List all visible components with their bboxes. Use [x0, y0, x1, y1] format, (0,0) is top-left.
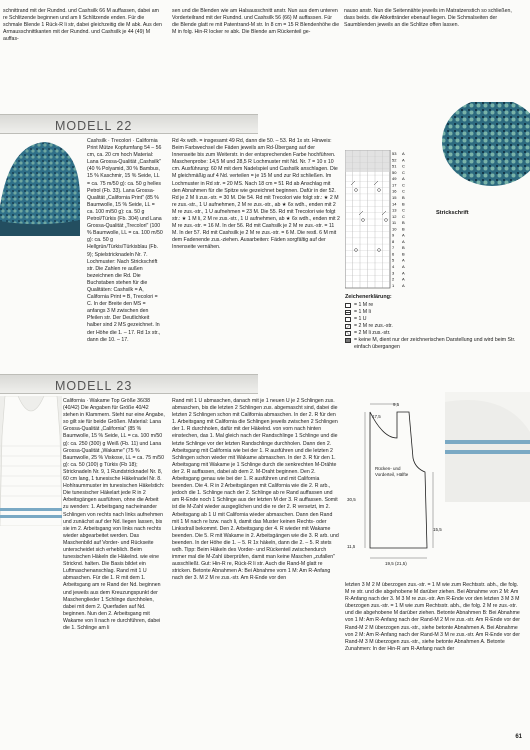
chart-row-letter: C	[402, 207, 405, 213]
chart-row-letter: C	[402, 169, 405, 175]
chart-row-number: 49	[392, 176, 397, 182]
legend-title: Zeichenerklärung:	[345, 294, 392, 300]
chart-row-number: 16	[392, 188, 397, 194]
chart-row-letter: A	[402, 263, 405, 269]
legend-text: = keine M, dient nur der zeichnerischen Darstellung und wird beim Str. einfach übergangen	[354, 337, 516, 350]
chart-row-number: 11	[392, 220, 397, 226]
top-column-2: sen und die Blenden wie am Halsausschnitt anstr. Nun aus dem unteren Vorderteilrand mit der Rundnd. und Cashsilk 56 (66) M auffassen. Für die Blende glatt re mit Patentrand-M str. In 8 cm = 15 R Blendenhöhe die M in folg. Hin-R locker re abk. Die Blende am Rückenteil ge-	[172, 8, 340, 36]
chart-row-number: 6	[392, 251, 395, 257]
chart-row-number: 52	[392, 157, 397, 163]
chart-row-letter: A	[402, 157, 405, 163]
chart-row-letter: B	[402, 220, 405, 226]
schnitt-label: 11,5	[347, 544, 356, 549]
chart-row-letter: B	[402, 194, 405, 200]
legend	[345, 294, 525, 351]
chart-row-number: 14	[392, 201, 397, 207]
schematic-diagram	[345, 398, 445, 578]
chart-row-number: 17	[392, 182, 397, 188]
p2tog-symbol-icon	[345, 331, 351, 336]
chart-row-letter: B	[402, 251, 405, 257]
chart-row-number: 2	[392, 276, 395, 282]
schnitt-label: 30,5	[347, 497, 356, 502]
chart-row-number: 53	[392, 151, 397, 157]
chart-row-letter: C	[402, 163, 405, 169]
legend-item-knit	[345, 302, 525, 309]
knit-symbol-icon	[345, 303, 351, 308]
modell-22-header	[0, 114, 258, 134]
legend-text: = 2 M li zus.-str.	[354, 330, 391, 336]
legend-item-purl	[345, 309, 525, 316]
chart-row-letter: C	[402, 213, 405, 219]
legend-item-yarnover	[345, 316, 525, 323]
chart-row-letter: A	[402, 151, 405, 157]
chart-row-letter: C	[402, 182, 405, 188]
top-column-3: nauso anstr. Nun die Seitennähte jeweils im Matratzenstich so schließen, dass beids. die Abkettränder ebenauf liegen. Die Schmalseiten der Saumblenden jeweils an die Schlitze offen lassen.	[344, 8, 512, 29]
modell-23-title: MODELL 23	[55, 379, 133, 393]
schnitt-label: 9,5	[393, 402, 400, 407]
schnitt-label: 15,5	[433, 527, 442, 532]
chart-row-letter: A	[402, 232, 405, 238]
schnitt-label: Rücken- und Vorderteil, Hälfte	[375, 466, 409, 477]
chart-row-number: 4	[392, 263, 395, 269]
chart-row-number: 5	[392, 257, 395, 263]
modell-23-header	[0, 374, 258, 394]
modell-23-description: California · Wakame Top Größe 36/38 (40/42) Die Angaben für Größe 40/42 stehen in Klammern. Steht nur eine Angabe, so gilt sie für beide Größen. Material: Lana Grossa-Qualität „California" (85 % Baumwolle, 15 % Seide, LL = ca. 100 m/50 g): ca. 250 (300) g Weiß (Fb. 11) und Lana Grossa-Qualität „Wakame" (75 % Baumwolle, 25 % Viskose, LL = ca. 75 m/50 g): ca. 50 (100) g Türkis (Fb 18); Stricknadeln Nr. 9, 1 Rundstricknadel Nr. 8, 60 cm lang, 1 tunesische Häkelnadel Nr. 8. Hohlraummuster im tunesischen Häkelstich: Die tunesischer Häkelart jede R in 2 Arbeitsgängen ausführen, ohne die Arbeit zu wenden: 1. Arbeitsgang nacheinander Schlingen von rechts nach links aufnehmen und zunächst auf der Nd. liegen lassen, bis sie im 2. Arbeitsgang von links nach rechts wieder abgearbeitet werden. Das Maschenbild auf Vorder- und Rückseite unterscheidet sich erheblich. Beim tunesischen Häkeln die Häkelnd. wie eine Stricknd. halten. Die Basis bildet ein Luftmaschenanschlag. Rand mit 1 U abmaschen. Für die 1. R mit dem 1. Arbeitsgang am re Rand der Nd. beginnen und jeweils aus dem Kreuzungspunkt der Maschenglieder 1 Schlinge durchholen, dabei mit dem 2. Querfaden auf Nd. beginnen. Nun den 2. Arbeitsgang mit Wakame von li nach re durchführen, dabei die 1. Schlinge am li	[63, 398, 165, 631]
schnitt-label: 19,5 (21,5)	[385, 561, 407, 566]
no-stitch-symbol-icon	[345, 338, 351, 343]
chart-row-number: 12	[392, 213, 397, 219]
modell-23-text-mid: Rand mit 1 U abmaschen, danach mit je 1 neuen U je 2 Schlingen zus. abmaschen, bis die letzten 2 Schlingen zus. abgemascht sind, dabei die letzten 2 Schlingen schon mit California abmaschen. In der 2. R für den 1. Arbeitsgang mit California die Schlingen jeweils zwischen 2 Schlingen der 1. R durchholen, dafür mit der Häkelnd. von vorn nach hinten einstechen, das 1. Mal gleich nach der Randschlinge 1 Schlinge und die letzte Schlinge vor der letzten Randschlinge durchholen. Dann den 2. Arbeitsgang mit California wie bei der 1. R ausführen und die letzten 2 Schlingen schon wieder mit Wakame abmaschen. In der 3. R für den 1. Arbeitsgang mit Wakame je 1 Schlinge durch die senkrechten M-Drähte der 2. R auffassen, dabei ab dem 2. M-Draht beginnen. Den 2. Arbeitsgang genau wie bei der 1. R ausführen und mit California beenden. Die 4. R in 2 Arbeitsgängen mit California wie die 2. R arb., jedoch die 1. Schlinge nach der 2. Schlinge ab re Rand auffassen und am R-Ende noch 1 Schlinge aus der letzten M der 3. R auffassen. Somit ist die M-Zahl wieder ausgeglichen und die re der 2. R versetzt, im 2. Arbeitsgang ab 1 U mit California wieder abmaschen. Dann den Rand mit 1 M nach re bzw. nach li, damit das Muster keinen Rechts- oder Linksdrall bekommt. Den 2. Arbeitsgang der 4. R wieder mit Wakame beenden. Die 5. R mit Wakame in 2. Arbeitsgängen wie die 3. R arb. und beenden. In der Höhe die 1. – 5. R 1x häkeln, dann die 2. – 5. R stets wdh. Tipp: Beim Häkeln des Vorder- und Rückenteil zwischendurch immer mal die M-Zahl überprüfen, damit man keine Maschen „zufallen" ausschließt. Gut: Hin-R re, Rück-R li str. Auch die Rand-M glatt re stricken. Betonte Abnahmen A: Bei Abnahme vom 1 M: Am R-Anfang nach der 3. M 2 M re zus.-str. Am R-Ende vor den	[172, 398, 339, 582]
legend-item-k2tog	[345, 323, 525, 330]
yarnover-symbol-icon	[345, 317, 351, 322]
schnitt-label: 17,5	[372, 414, 381, 419]
purl-symbol-icon	[345, 310, 351, 315]
chart-row-letter: A	[402, 282, 405, 288]
legend-item-nostitch	[345, 337, 525, 351]
page-number: 61	[515, 734, 522, 740]
modell-22-title: MODELL 22	[55, 119, 133, 133]
chart-row-number: 15	[392, 194, 397, 200]
legend-text: = 1 U	[354, 316, 367, 322]
chart-row-number: 9	[392, 232, 395, 238]
modell-23-text	[3, 398, 165, 743]
chart-row-number: 8	[392, 238, 395, 244]
chart-row-letter: B	[402, 245, 405, 251]
chart-row-number: 51	[392, 163, 397, 169]
chart-row-letter: B	[402, 226, 405, 232]
legend-item-p2tog	[345, 330, 525, 337]
modell-23-text-right: letzten 3 M 2 M überzogen zus.-str. = 1 M wie zum Rechtsstr. abh., die folg. M re str. und die abgehobene M darüber ziehen. Bei Abnahme von 2 M: Am R-Anfang nach der 3. M 3 M re zus.-str. Am R-Ende vor den letzten 3 M 3 M überzogen zus.-str. = 1 M wie zum Rechtsstr. abh., die folg. 2 M re zus.-str. und die abgehobene M darüber ziehen. Betonte Abnahmen B: Bei Abnahme von 1 M: Am R-Anfang nach der Rand-M 2 M re zus.-str. Am R-Ende vor der Rand-M 2 M überzogen zus.-str., siehe betonte Abnahmen A. Bei Abnahme von 2 M: Am R-Anfang nach der Rand-M 3 M re zus.-str. Am R-Ende vor der Rand-M 3 M überzogen zus.-str., siehe betonte Abnahmen A. Betonte Zunahmen: In der Hin-R am R-Anfang nach der	[345, 582, 521, 652]
chart-row-number: 50	[392, 169, 397, 175]
chart-row-letter: A	[402, 276, 405, 282]
chart-row-letter: A	[402, 257, 405, 263]
modell-22-description: Cashsilk · Trecolori · California Print Mütze Kopfumfang 54 – 56 cm, ca. 20 cm hoch Material: Lana Grossa-Qualität „Cashsilk" (40 % Polyamid, 30 % Bambus, 15 % Kaschmir, 15 % Seide, LL = ca. 75 m/50 g): ca. 50 g helles Petrol (Fb. 33). Lana Grossa-Qualität „California Print" (85 % Baumwolle, 15 % Seide, LL = ca. 100 m/50 g): ca. 50 g Petrol/Türkis (Fb. 304) und Lana Grossa-Qualität „Trecolori" (100 % Baumwolle, LL = ca. 100 m/50 g): ca. 50 g Hellgrün/Türkis/Türkisblau (Fb. 9); Spielstricknadeln Nr. 7. Lochmuster: Nach Strickschrift str. Die Zahlen re außen bezeichnen die Rd. Die Buchstaben stehen für die Qualitäten: Cashsilk = A, California Print = B, Trecolori = C. In der Breite den MS = anfangs 3 M zwischen den Pfeilen str. Der Deutlichkeit halber sind 2 MS gezeichnet. In der Höhe die 1. – 17. Rd 1x str., dann die 10. – 17.	[87, 138, 163, 343]
chart-row-letter: C	[402, 188, 405, 194]
chart-row-number: 7	[392, 245, 395, 251]
chart-row-letter: B	[402, 201, 405, 207]
top-column-1: schnittrand mit der Rundnd. und Cashsilk 66 M auffassen, dabei am re Schlitzende beginnen und am li Schlitzende enden. Für die schmale Blende 1 Rück-R li str, dabei gleichzeitig die M abk. Aus den Armausschnittkanten mit der Rundnd. und Cashsilk je 44 (49) M auffas-	[3, 8, 162, 43]
chart-row-letter: A	[402, 270, 405, 276]
chart-row-number: 1	[392, 282, 395, 288]
modell-22-text-mid: Rd 4x wdh. = insgesamt 49 Rd, dann die 50. – 53. Rd 1x str. Hinweis: Beim Farbwechsel die Fäden jeweils am Rd-Übergang auf der Innenseite bis zum Weiterstr. in der entsprechenden Farbe hochführen. Maschenprobe: 14,5 M und 28,5 R Lochmuster mit Nd. Nr. 7 = 10 x 10 cm. Ausführung: 60 M mit dem Nadelspiel und Cashsilk anschlagen. Die M gleichmäßig auf 4 Nd. verteilen = je 15 M und zur Rd schließen. Im Lochmuster in Rd str. = 20 MS. Nach 18 cm = 51 Rd ab Anschlag mit den Abnahmen für die Spitze wie gezeichnet beginnen. Dafür in der 52. Rd je 2 M li zus.-str. = 30 M. Die 54. Rd mit Trecolori wie folgt str.: ★ 2 M re zus.-str., 1 U aufnehmen, 2 M re zus.-str., ab ★ 6x wdh., enden mit 2 M re zus.-str., 1 U aufnehmen = 23 M. Die 55. Rd mit Trecolori wie folgt str.: ★ 1 M li, 2 M re zus.-str., 1 U aufnehmen, ab ★ 6x wdh., enden mit 2 M re zus.-str. = 16 M. In der 56. Rd mit Cashsilk je 2 M re zus.-str. = 11 M. In der 57. Rd mit Cashsilk je 2 M re zus.-str. = 6 M. Die restl. 6 M mit dem Fadenende zus.-ziehen. Ausarbeiten: Fäden sorgfältig auf der Innenseite vernähen.	[172, 138, 340, 251]
legend-text: = 1 M li	[354, 309, 371, 315]
knitting-chart	[345, 150, 410, 290]
legend-text: = 2 M re zus.-str.	[354, 323, 393, 329]
chart-row-number: 3	[392, 270, 395, 276]
modell-22-text	[3, 138, 163, 408]
k2tog-symbol-icon	[345, 324, 351, 329]
strickschrift-label: Strickschrift	[436, 210, 469, 216]
chart-row-number: 13	[392, 207, 397, 213]
chart-row-letter: A	[402, 176, 405, 182]
chart-row-letter: A	[402, 238, 405, 244]
top-photo-right	[445, 392, 530, 502]
hat-photo-right	[440, 102, 530, 186]
chart-row-number: 10	[392, 226, 397, 232]
legend-text: = 1 M re	[354, 302, 374, 308]
